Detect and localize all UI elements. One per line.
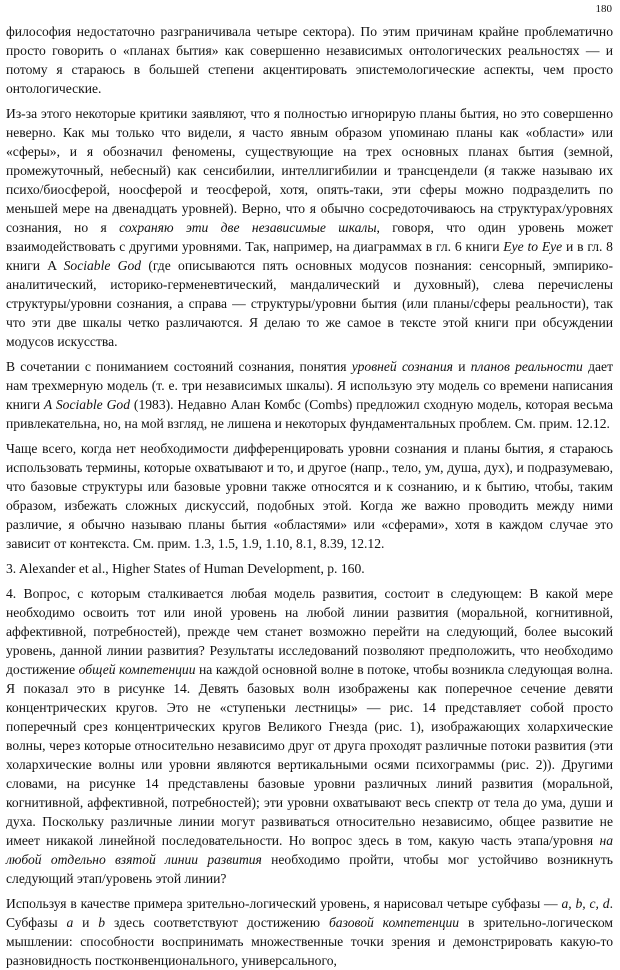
italic-text: a, b, c, d <box>561 896 610 911</box>
text-run: В сочетании с пониманием состояний сознания, понятия <box>6 359 352 374</box>
italic-text: Sociable God <box>63 258 142 273</box>
italic-text: общей компетенции <box>78 662 196 677</box>
text-run: 3. Alexander et al., Higher States of Human Development, p. 160. <box>6 561 365 576</box>
paragraph-p7 <box>6 894 613 970</box>
text-run: (1983). Недавно Алан Комбс (Combs) предложил сходную модель, которая весьма привлекательна, но, на мой взгляд, не лишена и некоторых фундаментальных проблем. См. прим. 12.12. <box>6 397 614 431</box>
text-run: Из-за этого некоторые критики заявляют, что я полностью игнорирую планы бытия, но это совершенно неверно. Как мы только что видели, я часто явным образом упоминаю планы как «области» или «сферы», и я обозначил феномены, существующие на трех основных планах бытия (земной, промежуточный, небесный) как сенсибилии, интеллигибилии и трансцендели (я также называю их психо/биосферой, ноосферой и теосферой, хотя, опять-таки, эти сферы можно подразделить по меньшей мере на двенадцать уровней). Верно, что я обычно сосредоточиваюсь на структурах/уровнях сознания, но я <box>6 106 613 235</box>
italic-text: планов реальности <box>470 359 583 374</box>
page-number: 180 <box>595 3 612 15</box>
paragraph-p6 <box>6 584 613 888</box>
text-run: необходимо пройти, чтобы мог устойчиво возникнуть следующий этап/уровень этой линии? <box>6 852 613 886</box>
paragraph-p3 <box>6 357 613 433</box>
text-run: (где описываются пять основных модусов познания: сенсорный, эмпирико-аналитический, историко-герменевтический, мандалический и духовный), слева перечислены структуры/уровни сознания, а справа — структуры/уровни бытия (или планы/сферы реальности), так что эти две шкалы четко различаются. Я делаю то же самое в тексте этой книги при обсуждении модусов искусства. <box>6 258 613 349</box>
document-body <box>6 22 613 970</box>
paragraph-p1 <box>6 22 613 98</box>
paragraph-p5 <box>6 559 613 578</box>
italic-text: сохраняю эти две независимые шкалы <box>119 220 377 235</box>
text-run: в зрительно-логическом мышлении: способности воспринимать множественные точки зрения и демонстрировать какую-то разновидность постконвенционального, универсального, <box>6 915 613 968</box>
text-run: дает нам трехмерную модель (т. е. три независимых шкалы). Я использую эту модель со времени написания книги <box>6 359 614 412</box>
text-run: и в гл. 8 книги A <box>6 239 613 273</box>
italic-text: уровней сознания <box>351 359 453 374</box>
text-run: . Субфазы <box>6 896 613 930</box>
text-run: и <box>73 915 99 930</box>
italic-text: Eye to Eye <box>503 239 563 254</box>
italic-text: a <box>66 915 74 930</box>
text-run: Используя в качестве примера зрительно-логический уровень, я нарисовал четыре субфазы — <box>6 896 562 911</box>
text-run: здесь соответствуют достижению <box>105 915 329 930</box>
italic-text: A Sociable God <box>43 397 131 412</box>
text-run: , говоря, что один уровень может взаимодействовать с другими уровнями. Так, например, на диаграммах в гл. 6 книги <box>6 220 613 254</box>
text-run: философия недостаточно разграничивала четыре сектора). По этим причинам крайне проблематично просто говорить о «планах бытия» как совершенно независимых онтологических реальностях — и потому я стараюсь в большей степени акцентировать эпистемологические аспекты, чем просто онтологические. <box>6 24 613 96</box>
italic-text: b <box>98 915 106 930</box>
italic-text: базовой компетенции <box>328 915 460 930</box>
text-run: и <box>452 359 471 374</box>
text-run: на каждой основной волне в потоке, чтобы возникла следующая волна. Я показал это в рисунке 14. Девять базовых волн изображены как поперечное сечение девяти концентрических кругов. Это не «ступеньки лестницы» — рис. 14 представляет собой просто поперечный срез концентрических кругов Великого Гнезда (рис. 1), изображающих холархические волны, через которые относительно независимо друг от друга проходят различные потоки развития (эти холархические волны или уровни являются вертикальными осями психограммы (рис. 2)). Другими словами, на рисунке 14 представлены базовые уровни различных линий развития (моральной, когнитивной, аффективной, потребностей); эти уровни охватывают весь спектр от тела до ума, души и духа. Поскольку различные линии могут развиваться относительно независимо, общее развитие не имеет никакой линейной последовательности. Но вопрос здесь в том, какую часть этапа/уровня <box>6 662 614 848</box>
paragraph-p4 <box>6 439 613 553</box>
text-run: 4. Вопрос, с которым сталкивается любая модель развития, состоит в следующем: В какой мере необходимо освоить тот или иной уровень на любой линии развития (моральной, когнитивной, аффективной, потребностей), прежде чем станет возможно перейти на следующий, более высокий уровень, данной линии развития? Результаты исследований позволяют предположить, что необходимо достижение <box>6 586 613 677</box>
italic-text: на любой отдельно взятой линии развития <box>6 833 613 867</box>
paragraph-p2 <box>6 104 613 351</box>
text-run: Чаще всего, когда нет необходимости дифференцировать уровни сознания и планы бытия, я стараюсь использовать термины, которые охватывают и то, и другое (напр., тело, ум, душа, дух), и подразумеваю, что базовые структуры или базовые уровни также относятся и к сознанию, и к бытию, чтобы, таким образом, избежать сложных дискуссий, подобных этой. Когда же важно проводить между ними различие, я обычно называю планы бытия «областями» или «сферами», хотя в каждом случае это зависит от контекста. См. прим. 1.3, 1.5, 1.9, 1.10, 8.1, 8.39, 12.12. <box>6 441 613 551</box>
